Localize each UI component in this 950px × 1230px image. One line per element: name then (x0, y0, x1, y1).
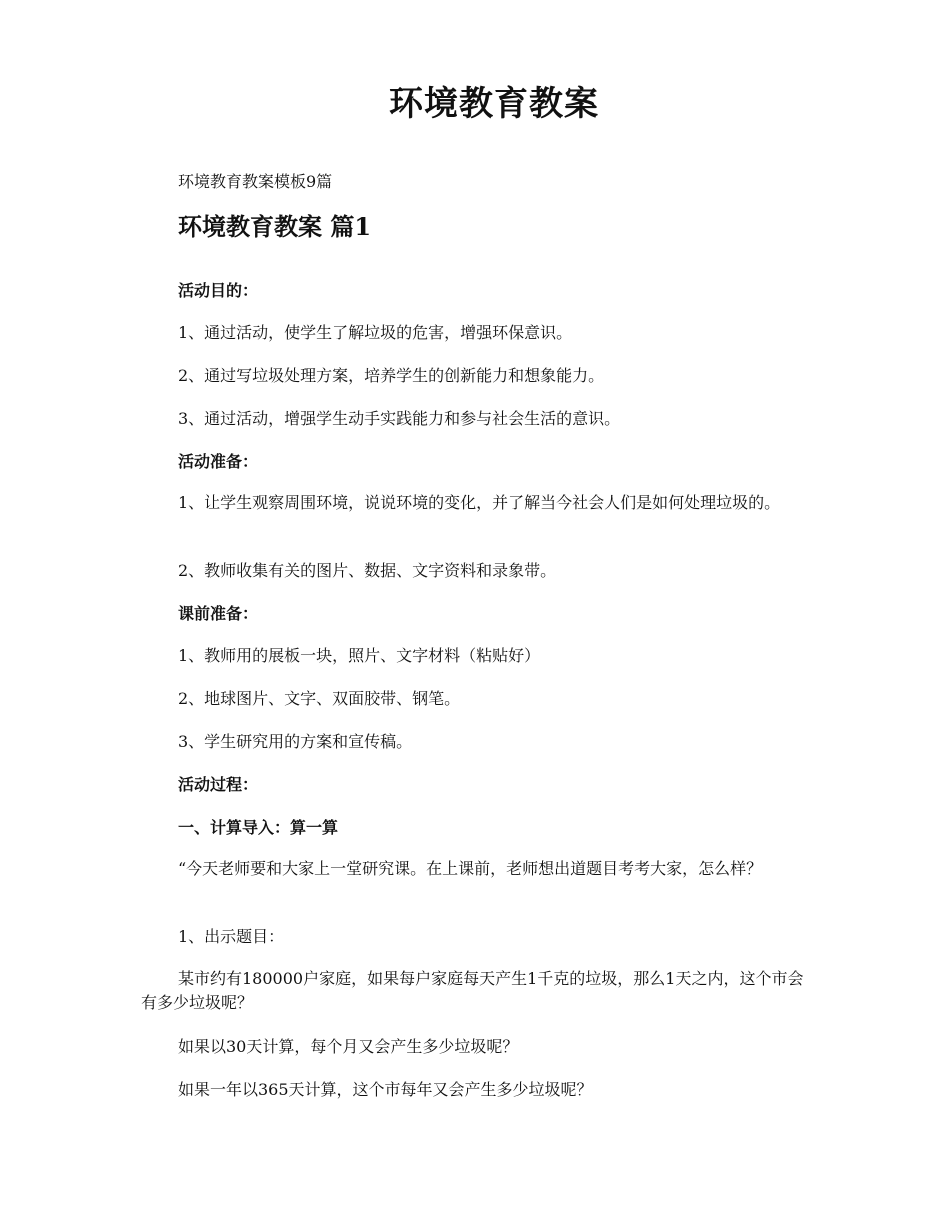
paragraph: 2、地球图片、文字、双面胶带、钢笔。 (178, 689, 461, 708)
paragraph: “今天老师要和大家上一堂研究课。在上课前，老师想出道题目考考大家，怎么样？ (178, 859, 763, 878)
paragraph: 2、通过写垃圾处理方案，培养学生的创新能力和想象能力。 (178, 366, 605, 385)
paragraph: 1、出示题目： (178, 927, 285, 946)
paragraph: 3、通过活动，增强学生动手实践能力和参与社会生活的意识。 (178, 409, 621, 428)
paragraph: 如果一年以365天计算，这个市每年又会产生多少垃圾呢？ (178, 1080, 593, 1099)
heading-pre-class-preparation: 课前准备： (178, 604, 259, 623)
paragraph: 如果以30天计算，每个月又会产生多少垃圾呢？ (178, 1037, 519, 1056)
paragraph: 2、教师收集有关的图片、数据、文字资料和录象带。 (178, 561, 557, 580)
paragraph: 3、学生研究用的方案和宣传稿。 (178, 732, 413, 751)
paragraph: 1、让学生观察周围环境，说说环境的变化，并了解当今社会人们是如何处理垃圾的。 (178, 493, 781, 512)
document-subtitle: 环境教育教案模板9篇 (178, 172, 333, 191)
heading-activity-goals: 活动目的： (178, 281, 259, 300)
heading-activity-preparation: 活动准备： (178, 452, 259, 471)
paragraph: 1、教师用的展板一块，照片、文字材料（粘贴好） (178, 646, 541, 665)
heading-activity-process: 活动过程： (178, 775, 259, 794)
section-heading: 环境教育教案 篇1 (178, 212, 372, 241)
heading-calculation-intro: 一、计算导入：算一算 (178, 818, 339, 837)
document-title: 环境教育教案 (389, 84, 599, 124)
paragraph: 1、通过活动，使学生了解垃圾的危害，增强环保意识。 (178, 323, 573, 342)
paragraph: 某市约有180000户家庭，如果每户家庭每天产生1千克的垃圾，那么1天之内，这个市会有多少垃圾呢？ (141, 969, 804, 1012)
